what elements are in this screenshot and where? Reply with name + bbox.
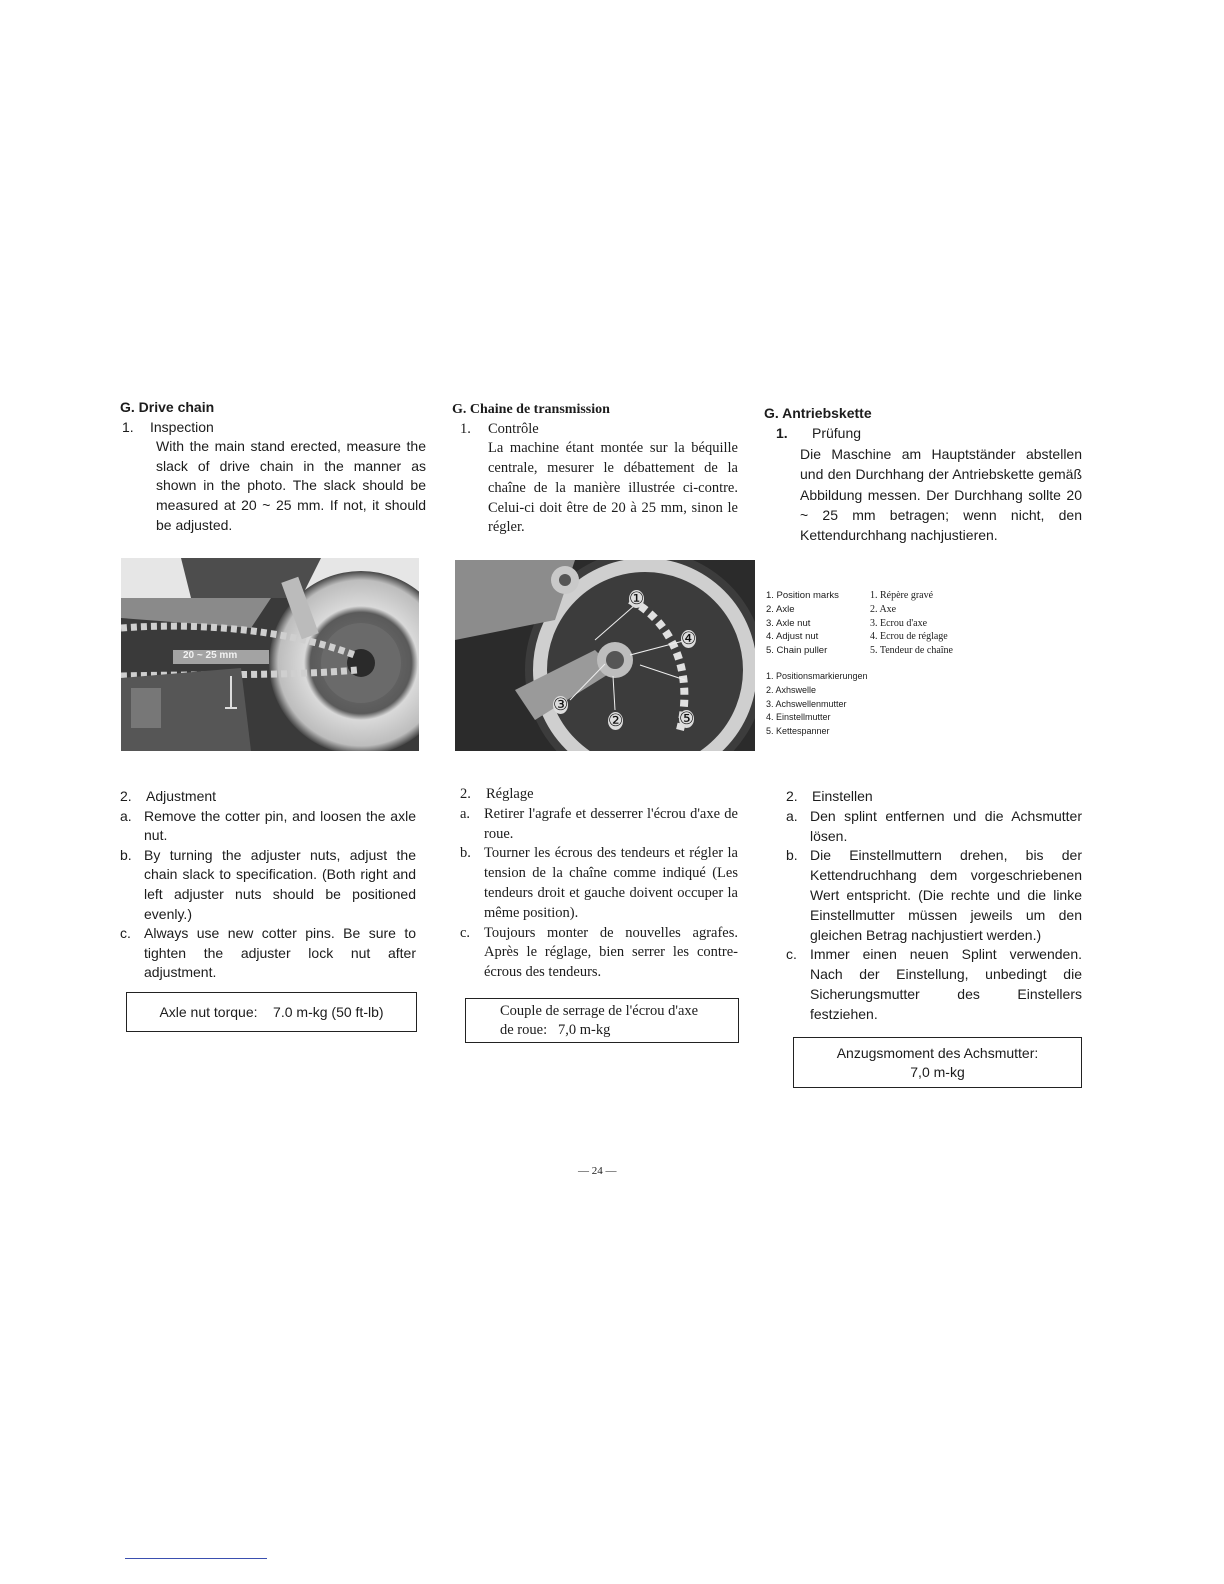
subsection-title: Contrôle — [488, 420, 539, 437]
subsection-number: 2. — [120, 788, 132, 804]
legend-de-4: 4. Einstellmutter — [766, 712, 831, 723]
torque-spec-fr-line2: de roue: 7,0 m-kg — [500, 1021, 611, 1038]
step-c-en — [120, 924, 416, 983]
torque-box-de — [793, 1037, 1082, 1088]
footnote-rule — [125, 1558, 267, 1559]
legend-en-1: 1. Position marks — [766, 590, 839, 601]
legend-row — [766, 617, 953, 631]
step-letter: a. — [460, 805, 471, 822]
step-letter: a. — [786, 807, 798, 824]
subsection-number: 1. — [776, 425, 788, 442]
torque-spec-fr-line1: Couple de serrage de l'écrou d'axe — [500, 1002, 699, 1019]
step-letter: b. — [120, 846, 132, 863]
subsection-title: Prüfung — [812, 425, 862, 442]
section-heading-fr: G. Chaine de transmission — [452, 402, 610, 417]
rear-axle-photo — [455, 560, 755, 751]
torque-spec-en: Axle nut torque: 7.0 m-kg (50 ft-lb) — [159, 1003, 384, 1020]
legend-row — [766, 589, 953, 603]
step-text: Die Einstellmuttern drehen, bis der Kettendruchhang dem vorgeschriebenen Wert entspricht. (Die rechte und die linke Einstellmutter müssen jeweils um den gleichen Betrag nachjustiert werden.) — [810, 847, 1082, 943]
legend-row — [766, 603, 953, 617]
section-heading-en: G. Drive chain — [120, 399, 215, 415]
step-b-en — [120, 846, 416, 924]
step-a-fr — [460, 805, 738, 845]
legend-fr-4: 4. Ecrou de réglage — [870, 631, 948, 643]
german-einstellen — [786, 787, 1082, 1025]
english-adjustment — [120, 787, 416, 983]
german-column — [764, 403, 1082, 546]
step-text: Always use new cotter pins. Be sure to tighten the adjuster lock nut after adjustment. — [144, 925, 416, 981]
subsection-title: Réglage — [486, 786, 534, 802]
torque-box-fr — [465, 998, 739, 1043]
parts-legend-de — [766, 670, 868, 739]
subsection-pruefung-de — [764, 423, 1082, 443]
step-b-de — [786, 846, 1082, 945]
subsection-title: Einstellen — [812, 788, 873, 804]
pruefung-body-de: Die Maschine am Hauptständer abstellen und den Durchhang der Antriebskette gemäß Abbildung messen. Der Durchhang sollte 20 ~ 25 mm betragen; wenn nicht, den Kettendurchhang nachjustieren. — [800, 445, 1082, 544]
torque-spec-de-line2: 7,0 m-kg — [910, 1063, 965, 1080]
subsection-number: 1. — [122, 418, 134, 435]
french-column — [452, 400, 738, 538]
legend-de-5: 5. Kettespanner — [766, 726, 830, 737]
step-letter: a. — [120, 807, 132, 824]
subsection-title: Inspection — [150, 418, 214, 435]
subsection-number: 1. — [460, 420, 471, 437]
step-text: Remove the cotter pin, and loosen the axle nut. — [144, 807, 416, 844]
step-c-de — [786, 945, 1082, 1024]
torque-box-en — [126, 992, 417, 1032]
legend-en-3: 3. Axle nut — [766, 617, 811, 629]
subsection-einstellen-de — [786, 787, 1082, 807]
legend-fr-3: 3. Ecrou d'axe — [870, 617, 928, 629]
subsection-controle-fr — [452, 420, 738, 440]
section-heading-de: G. Antriebskette — [764, 405, 872, 421]
step-text: Immer einen neuen Splint verwenden. Nach der Einstellung, unbedingt die Sicherungsmutter des Einstellers festziehen. — [810, 946, 1082, 1022]
rear-axle-illustration — [455, 560, 755, 751]
step-text: Den splint entfernen und die Achsmutter lösen. — [810, 807, 1082, 844]
step-text: By turning the adjuster nuts, adjust the chain slack to specification. (Both right and left adjuster nuts should be positioned evenly.) — [144, 846, 416, 922]
legend-fr-1: 1. Répère gravé — [870, 590, 934, 601]
subsection-adjustment-en — [120, 787, 416, 807]
legend-de-1: 1. Positionsmarkierungen — [766, 671, 868, 681]
legend-fr-2: 2. Axe — [870, 603, 897, 615]
chain-slack-photo — [121, 558, 419, 751]
step-letter: c. — [120, 925, 131, 942]
step-letter: b. — [786, 847, 798, 864]
step-letter: c. — [460, 924, 471, 941]
callout-1: ① — [629, 589, 645, 608]
callout-3: ③ — [553, 695, 569, 714]
subsection-inspection-en — [120, 418, 426, 438]
step-b-fr — [460, 844, 738, 923]
subsection-number: 2. — [786, 788, 798, 804]
step-text: Tourner les écrous des tendeurs et régler la tension de la chaîne comme indiqué (Les tendeurs droit et gauche doivent occuper la même position). — [484, 845, 738, 921]
step-letter: c. — [786, 946, 797, 963]
legend-en-2: 2. Axle — [766, 603, 795, 615]
step-c-fr — [460, 924, 738, 983]
step-a-de — [786, 807, 1082, 847]
page-number: — 24 — — [578, 1165, 617, 1177]
subsection-reglage-fr — [460, 785, 738, 805]
legend-de-2: 2. Axhswelle — [766, 684, 817, 695]
callout-5: ⑤ — [679, 709, 695, 728]
inspection-body-en: With the main stand erected, measure the slack of drive chain in the manner as shown in the photo. The slack should be measured at 20 ~ 25 mm. If not, it should be adjusted. — [156, 438, 426, 533]
legend-row — [766, 644, 953, 658]
legend-row — [766, 630, 953, 644]
step-text: Retirer l'agrafe et desserrer l'écrou d'axe de roue. — [484, 805, 738, 842]
subsection-number: 2. — [460, 786, 471, 802]
step-text: Toujours monter de nouvelles agrafes. Après le réglage, bien serrer les contre-écrous des tendeurs. — [484, 924, 738, 981]
legend-de-3: 3. Achswellenmutter — [766, 698, 847, 709]
legend-en-5: 5. Chain puller — [766, 645, 828, 657]
callout-4: ④ — [681, 629, 697, 648]
controle-body-fr: La machine étant montée sur la béquille centrale, mesurer le débattement de la chaîne de la manière illustrée ci-contre. Celui-ci doit être de 20 à 25 mm, sinon le régler. — [488, 440, 738, 536]
torque-spec-de-line1: Anzugsmoment des Achsmutter: — [836, 1044, 1039, 1061]
english-column — [120, 398, 426, 535]
legend-fr-5: 5. Tendeur de chaîne — [870, 645, 953, 657]
callout-2: ② — [608, 711, 624, 730]
subsection-title: Adjustment — [146, 788, 217, 804]
slack-measurement-label: 20 ~ 25 mm — [183, 650, 238, 661]
step-a-en — [120, 807, 416, 846]
french-reglage — [460, 785, 738, 983]
parts-legend-en-fr — [766, 589, 953, 658]
step-letter: b. — [460, 845, 471, 862]
legend-en-4: 4. Adjust nut — [766, 631, 819, 643]
chain-slack-illustration — [121, 558, 419, 751]
